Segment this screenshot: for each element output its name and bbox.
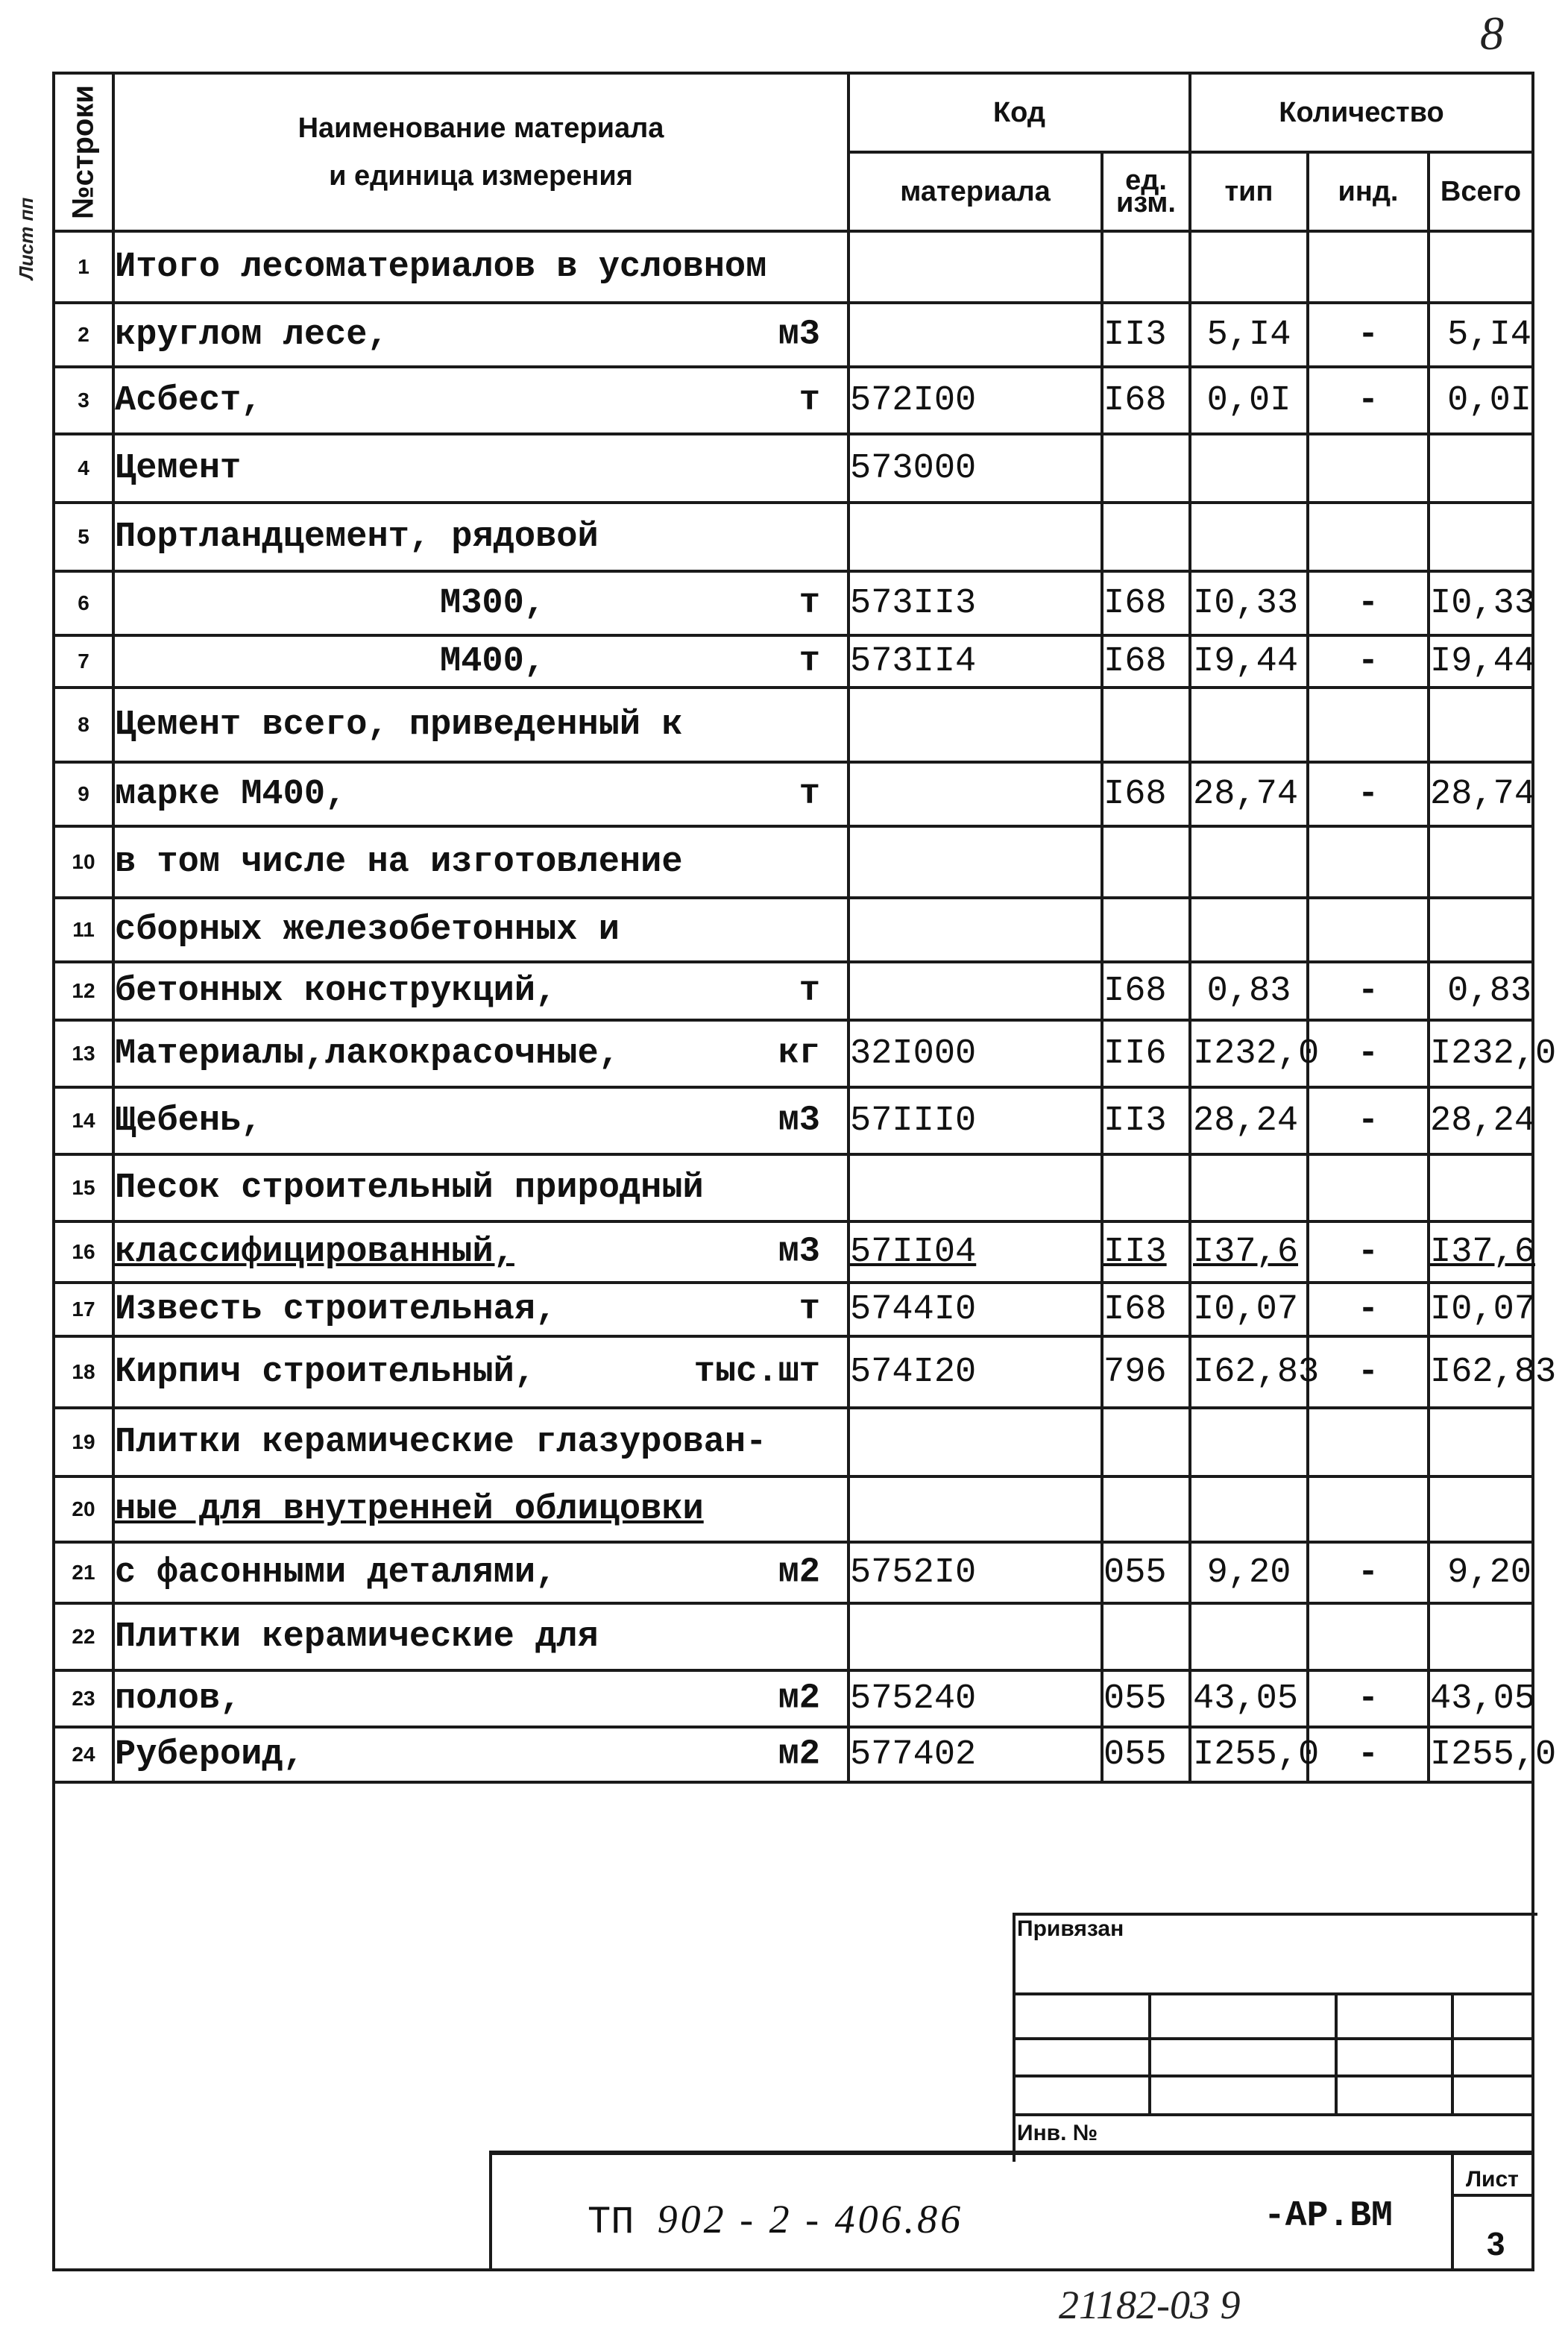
row-name [113, 503, 848, 571]
table-row [54, 1408, 1533, 1476]
table-row [54, 1283, 1533, 1336]
row-code [848, 1408, 1102, 1476]
row-ind-qty [1308, 826, 1429, 898]
row-unit-code: 055 [1102, 1670, 1190, 1727]
table-row [54, 826, 1533, 898]
row-name [113, 1336, 848, 1408]
row-type-qty [1190, 1408, 1308, 1476]
row-code: 577402 [848, 1727, 1102, 1782]
row-unit: м2 [778, 1734, 820, 1775]
header-code-material: материала [848, 152, 1102, 231]
row-number: 8 [54, 688, 113, 762]
table-row [54, 1727, 1533, 1782]
row-name-text: с фасонными деталями, [115, 1553, 557, 1593]
row-ind-qty: - [1308, 1020, 1429, 1087]
row-type-qty [1190, 688, 1308, 762]
row-name-text: Кирпич строительный, [115, 1352, 536, 1392]
row-name [113, 1283, 848, 1336]
row-total-qty [1429, 1154, 1533, 1221]
row-total-qty [1429, 1221, 1536, 1283]
row-unit: м3 [778, 1101, 820, 1141]
row-name [113, 303, 848, 367]
row-unit-code [1102, 1476, 1190, 1542]
row-type-qty: I255,0 [1190, 1727, 1308, 1782]
row-name [113, 1603, 848, 1670]
materials-table [52, 72, 1557, 1784]
row-type-qty [1190, 434, 1308, 503]
table-row [54, 1476, 1533, 1542]
table-row [54, 231, 1533, 303]
row-number: 24 [54, 1727, 113, 1782]
row-unit: м2 [778, 1679, 820, 1719]
row-ind-qty: - [1308, 1336, 1429, 1408]
row-type-qty: 28,74 [1190, 762, 1308, 826]
row-total-qty [1429, 1476, 1533, 1542]
row-name-text: классифицированный, [115, 1232, 514, 1272]
row-ind-qty: - [1308, 1221, 1429, 1283]
row-unit: м2 [778, 1553, 820, 1593]
row-name [113, 688, 848, 762]
title-block-left-border [489, 2151, 492, 2271]
row-code [848, 1476, 1102, 1542]
table-row [54, 434, 1533, 503]
row-number: 18 [54, 1336, 113, 1408]
row-name-text: Щебень, [115, 1101, 262, 1141]
row-code [848, 688, 1102, 762]
row-ind-qty [1308, 1476, 1429, 1542]
row-ind-qty [1308, 434, 1429, 503]
row-ind-qty [1308, 231, 1429, 303]
doc-number: 902 - 2 - 406.86 [657, 2197, 964, 2242]
row-number: 10 [54, 826, 113, 898]
table-row [54, 898, 1533, 962]
row-number: 23 [54, 1670, 113, 1727]
row-name-text: Плитки керамические глазурован- [115, 1422, 767, 1462]
row-unit-code: II3 [1102, 303, 1190, 367]
row-type-qty: I0,33 [1190, 571, 1308, 635]
row-type-qty [1190, 503, 1308, 571]
row-total-qty: 9,20 [1429, 1542, 1533, 1603]
stamp-line [1013, 2075, 1534, 2077]
row-type-qty: I232,0 [1190, 1020, 1308, 1087]
row-name-text: Известь строительная, [115, 1289, 557, 1330]
row-name-text: Плитки керамические для [115, 1617, 599, 1657]
row-name [113, 962, 848, 1020]
row-total-qty: I0,07 [1429, 1283, 1533, 1336]
row-unit: т [799, 971, 820, 1011]
row-code: 573000 [848, 434, 1102, 503]
row-total-qty: I232,0 [1429, 1020, 1533, 1087]
row-code: 572I00 [848, 367, 1102, 434]
row-name [113, 367, 848, 434]
table-row [54, 1154, 1533, 1221]
row-name-text: Итого лесоматериалов в условном [115, 247, 767, 287]
row-unit-code: I68 [1102, 571, 1190, 635]
row-name [113, 1154, 848, 1221]
row-total-qty [1429, 1408, 1533, 1476]
table-row [54, 1670, 1533, 1727]
row-unit-code [1102, 1408, 1190, 1476]
row-unit-code: 055 [1102, 1542, 1190, 1603]
table-row [54, 635, 1533, 688]
row-code [848, 303, 1102, 367]
table-row [54, 367, 1533, 434]
row-type-qty: I62,83 [1190, 1336, 1308, 1408]
row-unit-code: I68 [1102, 367, 1190, 434]
row-unit-code [1102, 1154, 1190, 1221]
row-number: 7 [54, 635, 113, 688]
table-row [54, 1087, 1533, 1154]
row-unit-code: I68 [1102, 635, 1190, 688]
row-code [848, 503, 1102, 571]
row-total-qty-text: I37,6 [1430, 1232, 1536, 1272]
row-number: 21 [54, 1542, 113, 1603]
row-code [848, 826, 1102, 898]
table-row [54, 1542, 1533, 1603]
row-unit-code [1102, 688, 1190, 762]
row-type-qty [1190, 1603, 1308, 1670]
row-type-qty [1190, 1221, 1308, 1283]
row-unit-code [1102, 503, 1190, 571]
row-total-qty [1429, 434, 1533, 503]
row-name [113, 1408, 848, 1476]
row-number: 15 [54, 1154, 113, 1221]
row-unit: т [799, 774, 820, 814]
row-code [848, 898, 1102, 962]
row-name [113, 571, 848, 635]
row-unit-code [1102, 434, 1190, 503]
row-unit: м3 [778, 1232, 820, 1272]
row-ind-qty [1308, 1154, 1429, 1221]
row-ind-qty: - [1308, 1087, 1429, 1154]
row-ind-qty: - [1308, 1542, 1429, 1603]
stamp-line [1013, 2113, 1534, 2116]
row-unit: т [799, 380, 820, 421]
row-type-qty: 9,20 [1190, 1542, 1308, 1603]
linked-label: Привязан [1017, 1916, 1124, 1941]
row-name-text: сборных железобетонных и [115, 910, 620, 950]
stamp-line [1013, 1992, 1534, 1995]
row-name-text: Рубероид, [115, 1734, 304, 1775]
row-ind-qty: - [1308, 1670, 1429, 1727]
row-type-qty: I9,44 [1190, 635, 1308, 688]
row-unit-code [1102, 1221, 1190, 1283]
row-name-text: Цемент всего, приведенный к [115, 705, 683, 745]
row-type-qty [1190, 231, 1308, 303]
row-ind-qty: - [1308, 1727, 1429, 1782]
row-unit-code: II6 [1102, 1020, 1190, 1087]
row-number: 22 [54, 1603, 113, 1670]
row-name-text: полов, [115, 1679, 242, 1719]
row-code-text: 57II04 [850, 1232, 977, 1272]
row-type-qty: 43,05 [1190, 1670, 1308, 1727]
row-total-qty [1429, 503, 1533, 571]
row-ind-qty: - [1308, 571, 1429, 635]
row-type-qty [1190, 1476, 1308, 1542]
row-unit-code [1102, 898, 1190, 962]
row-number: 6 [54, 571, 113, 635]
row-unit-code-text: II3 [1103, 1232, 1167, 1272]
row-total-qty: I9,44 [1429, 635, 1533, 688]
row-total-qty: I255,0 [1429, 1727, 1533, 1782]
row-ind-qty [1308, 688, 1429, 762]
row-code [848, 962, 1102, 1020]
row-total-qty [1429, 826, 1533, 898]
row-ind-qty: - [1308, 635, 1429, 688]
row-unit-code: II3 [1102, 1087, 1190, 1154]
row-type-qty: 28,24 [1190, 1087, 1308, 1154]
row-number: 19 [54, 1408, 113, 1476]
row-code: 5752I0 [848, 1542, 1102, 1603]
row-unit-code [1102, 826, 1190, 898]
table-row [54, 303, 1533, 367]
table-row [54, 1603, 1533, 1670]
row-name-text: Цемент [115, 448, 242, 488]
row-name-text: М300, [440, 583, 546, 623]
row-number: 14 [54, 1087, 113, 1154]
page-number: 8 [1480, 7, 1504, 60]
sheet-line [1451, 2194, 1534, 2197]
header-qty-ind: инд. [1308, 152, 1429, 231]
row-unit-code [1102, 231, 1190, 303]
row-name [113, 1542, 848, 1603]
row-code: 57III0 [848, 1087, 1102, 1154]
row-number: 12 [54, 962, 113, 1020]
row-unit: т [799, 641, 820, 682]
doc-prefix: ТП [588, 2201, 635, 2245]
row-ind-qty: - [1308, 303, 1429, 367]
sheet-label: Лист [1466, 2167, 1519, 2192]
row-number: 13 [54, 1020, 113, 1087]
row-total-qty: 28,74 [1429, 762, 1533, 826]
row-code [848, 762, 1102, 826]
row-unit: м3 [778, 315, 820, 355]
header-name [113, 73, 848, 231]
header-code: Код [848, 73, 1190, 152]
row-name [113, 1221, 848, 1283]
handwritten-footer-note: 21182-03 9 [1059, 2283, 1241, 2327]
row-code [848, 231, 1102, 303]
row-ind-qty: - [1308, 962, 1429, 1020]
row-ind-qty [1308, 898, 1429, 962]
row-type-qty: I0,07 [1190, 1283, 1308, 1336]
header-qty-type: тип [1190, 152, 1308, 231]
row-unit-code: I68 [1102, 1283, 1190, 1336]
row-code [848, 1221, 1102, 1283]
row-unit-code: 796 [1102, 1336, 1190, 1408]
row-name [113, 1670, 848, 1727]
row-number: 17 [54, 1283, 113, 1336]
row-total-qty: 5,I4 [1429, 303, 1533, 367]
row-type-qty: 0,0I [1190, 367, 1308, 434]
table-row [54, 1221, 1533, 1283]
row-unit: кг [778, 1034, 820, 1074]
row-name-text: Асбест, [115, 380, 262, 421]
row-code: 575240 [848, 1670, 1102, 1727]
row-code: 573II3 [848, 571, 1102, 635]
row-ind-qty [1308, 503, 1429, 571]
header-quantity: Количество [1190, 73, 1533, 152]
row-name-text: Песок строительный природный [115, 1168, 704, 1208]
row-number: 1 [54, 231, 113, 303]
row-unit: т [799, 1289, 820, 1330]
inventory-number-label: Инв. № [1017, 2121, 1098, 2145]
header-name-text: Наименование материала и единица измерения [297, 113, 664, 192]
row-name [113, 826, 848, 898]
row-total-qty: 0,0I [1429, 367, 1533, 434]
row-total-qty: I0,33 [1429, 571, 1533, 635]
row-total-qty [1429, 231, 1533, 303]
row-code: 5744I0 [848, 1283, 1102, 1336]
row-number: 5 [54, 503, 113, 571]
row-name [113, 231, 848, 303]
row-unit-code: I68 [1102, 962, 1190, 1020]
row-type-qty [1190, 1154, 1308, 1221]
row-name-text: Материалы,лакокрасочные, [115, 1034, 620, 1074]
row-name-text: М400, [440, 641, 546, 682]
row-ind-qty [1308, 1408, 1429, 1476]
row-unit-code: I68 [1102, 762, 1190, 826]
row-name-text: бетонных конструкций, [115, 971, 557, 1011]
row-name [113, 762, 848, 826]
table-row [54, 688, 1533, 762]
row-total-qty [1429, 898, 1533, 962]
table-row [54, 571, 1533, 635]
document-id [588, 2196, 963, 2245]
frame-left-border [52, 1779, 55, 2271]
stamp-divider [1335, 1992, 1338, 2116]
row-number: 11 [54, 898, 113, 962]
row-code [848, 1154, 1102, 1221]
row-number: 3 [54, 367, 113, 434]
header-qty-total: Всего [1429, 152, 1533, 231]
row-number: 4 [54, 434, 113, 503]
row-total-qty: I62,83 [1429, 1336, 1533, 1408]
row-code: 32I000 [848, 1020, 1102, 1087]
row-type-qty: 5,I4 [1190, 303, 1308, 367]
sheet-divider [1451, 2151, 1454, 2271]
row-name [113, 434, 848, 503]
row-code: 574I20 [848, 1336, 1102, 1408]
row-unit-code [1102, 1603, 1190, 1670]
row-name-text: Портландцемент, рядовой [115, 517, 599, 557]
row-name-text: в том числе на изготовление [115, 842, 683, 882]
document-code: -АР.ВМ [1264, 2196, 1393, 2236]
stamp-divider [1451, 1992, 1454, 2116]
row-ind-qty: - [1308, 762, 1429, 826]
row-name [113, 898, 848, 962]
table-row [54, 762, 1533, 826]
row-number: 20 [54, 1476, 113, 1542]
table-row [54, 1020, 1533, 1087]
row-type-qty [1190, 898, 1308, 962]
stamp-line [1013, 2037, 1534, 2040]
row-name-text: круглом лесе, [115, 315, 388, 355]
row-name-text: марке М400, [115, 774, 347, 814]
row-unit: тыс.шт [693, 1352, 820, 1392]
row-code [848, 1603, 1102, 1670]
table-row [54, 1336, 1533, 1408]
row-ind-qty: - [1308, 367, 1429, 434]
row-total-qty: 28,24 [1429, 1087, 1533, 1154]
table-row [54, 962, 1533, 1020]
row-number: 16 [54, 1221, 113, 1283]
row-total-qty: 0,83 [1429, 962, 1533, 1020]
row-ind-qty [1308, 1603, 1429, 1670]
row-type-qty: 0,83 [1190, 962, 1308, 1020]
row-type-qty-text: I37,6 [1193, 1232, 1299, 1272]
row-type-qty [1190, 826, 1308, 898]
header-code-unit: ед. изм. [1102, 152, 1190, 231]
row-name [113, 1476, 848, 1542]
row-name [113, 1727, 848, 1782]
row-total-qty [1429, 1603, 1533, 1670]
side-mark: Лист пп [15, 197, 37, 280]
row-number: 2 [54, 303, 113, 367]
row-unit-code: 055 [1102, 1727, 1190, 1782]
row-total-qty [1429, 688, 1533, 762]
row-number: 9 [54, 762, 113, 826]
row-name [113, 1020, 848, 1087]
row-code: 573II4 [848, 635, 1102, 688]
row-name [113, 1087, 848, 1154]
row-unit: т [799, 583, 820, 623]
row-total-qty: 43,05 [1429, 1670, 1533, 1727]
header-row-number: №строки [54, 73, 113, 231]
sheet-number: 3 [1487, 2226, 1505, 2262]
table-row [54, 503, 1533, 571]
stamp-divider [1148, 1992, 1151, 2116]
row-ind-qty: - [1308, 1283, 1429, 1336]
row-name [113, 635, 848, 688]
row-name-text: ные для внутренней облицовки [115, 1489, 704, 1529]
